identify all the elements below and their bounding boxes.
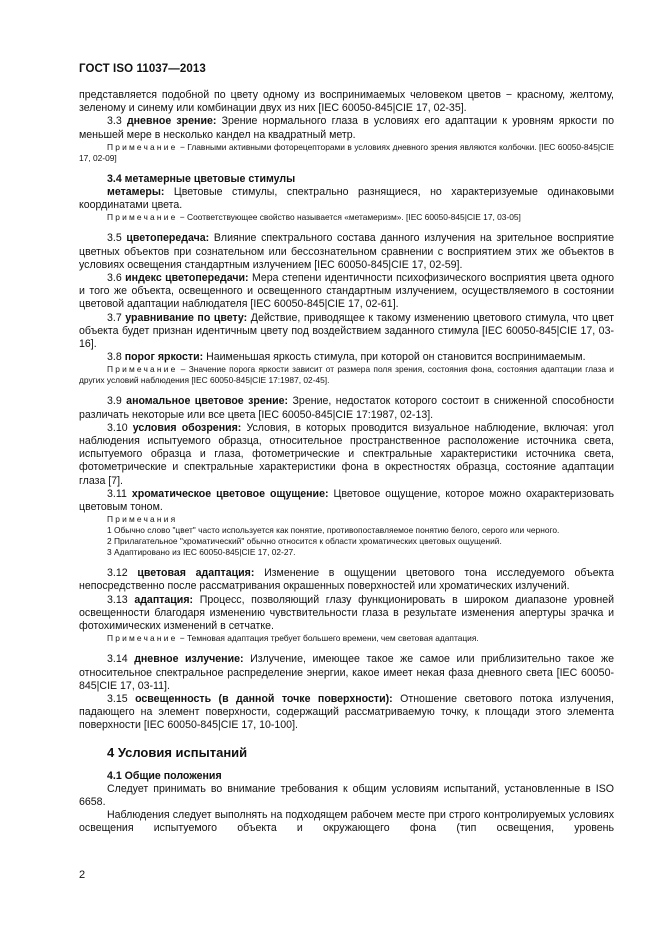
term-3-6: 3.6 индекс цветопередачи: Мера степени идентичности психофизического восприятия цвета одного и того же объекта, освещенного и освещенного стандартным излучением, осуществляемого в состоянии цветовой адаптации наблюдателя [IEC 60050-845|CIE 17, 02-61]. <box>79 272 614 311</box>
note-3-8: Примечание – Значение порога яркости зависит от размера поля зрения, состояния фона, состояния адаптации глаза и других условий наблюдения [IEC 60050-845|CIE 17:1987, 02-45]. <box>79 364 614 386</box>
note-3-11-2: 2 Прилагательное "хроматический" обычно относится к области хроматических цветовых ощущений. <box>107 536 502 547</box>
term-metamers: метамеры: Цветовые стимулы, спектрально разнящиеся, но характеризуемые одинаковыми координатами цвета. <box>79 186 614 212</box>
term-3-12: 3.12 цветовая адаптация: Изменение в ощущении цветового тона исследуемого объекта непосредственно после рассматривания окрашенных поверхностей или хроматических излучений. <box>79 567 614 593</box>
section-4-title: 4 Условия испытаний <box>107 744 248 760</box>
term-3-5: 3.5 цветопередача: Влияние спектрального состава данного излучения на зрительное восприятие цветных объектов при сознательном или бессознательном сравнении с восприятием этих же объектов в условиях освещения стандартным излучением [IEC 60050-845|CIE 17, 02-59]. <box>79 232 614 271</box>
paragraph-4-1-b: Наблюдения следует выполнять на подходящем рабочем месте при строго контролируемых условиях освещения испытуемого объекта и окружающего фона (тип освещения, уровень <box>79 809 614 835</box>
document-header: ГОСТ ISO 11037—2013 <box>79 63 206 75</box>
term-3-9: 3.9 аномальное цветовое зрение: Зрение, недостаток которого состоит в сниженной способности различать некоторые или все цвета [IEC 60050-845|CIE 17:1987, 02-13]. <box>79 395 615 421</box>
term-3-15: 3.15 освещенность (в данной точке поверхности): Отношение светового потока излучения, падающего на элемент поверхности, содержащий рассматриваемую точку, к площади этого элемента поверхности [IEC 60050-845|CIE 17, 10-100]. <box>79 692 614 732</box>
term-3-14: 3.14 дневное излучение: Излучение, имеющее такое же самое или приблизительно такое же относительное спектральное распределение энергии, какое имеет некая фаза дневного света [IEC 60050-845|CIE 17, 03-11]. <box>79 653 615 692</box>
note-3-4: Примечание − Соответствующее свойство называется «метамеризм». [IEC 60050-845|CIE 17, 03-05] <box>107 212 521 223</box>
document-body <box>79 89 614 836</box>
term-3-11: 3.11 хроматическое цветовое ощущение: Цветовое ощущение, которое можно охарактеризовать цветовым тоном. <box>79 487 614 514</box>
term-3-8: 3.8 порог яркости: Наименьшая яркость стимула, при которой он становится воспринимаемым. <box>107 351 586 364</box>
paragraph-continuation: представляется подобной по цвету одному из воспринимаемых человеком цветов − красному, желтому, зеленому и синему или комбинации двух из них [IEC 60050-845|CIE 17, 02-35]. <box>79 89 614 115</box>
note-3-11-1: 1 Обычно слово "цвет" часто используется как понятие, противопоставляемое понятию белого, серого или черного. <box>107 525 560 536</box>
note-3-3: Примечание − Главными активными фоторецепторами в условиях дневного зрения являются колбочки. [IEC 60050-845|CIE 17, 02-09] <box>79 141 614 163</box>
term-3-13: 3.13 адаптация: Процесс, позволяющий глазу функционировать в широком диапазоне уровней освещенности благодаря изменению чувствительности глаза в результате изменения апертуры зрачка и фотохимических изменений в сетчатке. <box>79 593 615 633</box>
page-number: 2 <box>79 869 86 881</box>
section-3-4-title: 3.4 метамерные цветовые стимулы <box>107 172 296 185</box>
section-4-1-title: 4.1 Общие положения <box>107 769 222 782</box>
note-3-13: Примечание − Темновая адаптация требует большего времени, чем световая адаптация. <box>107 633 479 644</box>
term-3-7: 3.7 уравнивание по цвету: Действие, приводящее к такому изменению цветового стимула, что цвет объекта будет признан идентичным цвету под воздействием заданного стимула [IEC 60050-845|CIE 17, 03-16]. <box>79 311 614 351</box>
note-3-11-3: 3 Адаптировано из IEC 60050-845|CIE 17, 02-27. <box>107 547 296 558</box>
paragraph-4-1-a: Следует принимать во внимание требования к общим условиям испытаний, установленные в ISO 6658. <box>79 782 614 808</box>
term-3-10: 3.10 условия обозрения: Условия, в которых проводится визуальное наблюдение, включая: угол наблюдения испытуемого образца, относительное пространственное расположение источника света, испытуемого образца и глаза, фотометрические и спектральные характеристики источника света, фотометрические и спектральные характеристики фона в окрестностях образца, состояние адаптации глаза [7]. <box>79 421 614 487</box>
notes-3-11-label: Примечания <box>107 514 178 525</box>
term-3-3: 3.3 дневное зрение: Зрение нормального глаза в условиях его адаптации к уровням яркости по меньшей мере в несколько кандел на квадратный метр. <box>79 115 614 141</box>
